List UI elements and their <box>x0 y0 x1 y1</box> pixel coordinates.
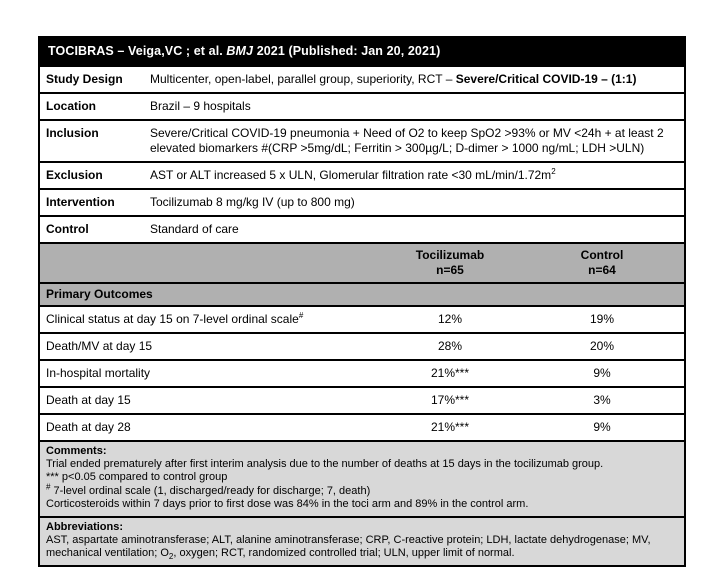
intervention-label: Intervention <box>46 194 115 209</box>
exclusion-superscript: 2 <box>551 166 556 176</box>
column-header-control <box>520 248 684 278</box>
abbreviations-text <box>46 534 676 561</box>
column-header-spacer <box>40 248 380 278</box>
comment-line-corticosteroids: Corticosteroids within 7 days prior to first dose was 84% in the toci arm and 89% in the control arm. <box>46 498 529 511</box>
row-intervention <box>40 188 684 215</box>
tocilizumab-value: 12% <box>437 311 463 326</box>
study-design-value <box>150 72 676 87</box>
outcome-row-inhospital-mortality <box>40 359 684 386</box>
control-label: Control <box>46 221 89 236</box>
comments-section <box>40 440 684 516</box>
location-value: Brazil – 9 hospitals <box>150 98 251 113</box>
abbreviations-text-part2: , oxygen; RCT, randomized controlled trial; ULN, upper limit of normal. <box>173 547 515 560</box>
comment-line-ordinal-scale <box>46 482 676 498</box>
location-label: Location <box>46 98 96 113</box>
control-arm-n: n=64 <box>588 262 616 277</box>
tocilizumab-value: 28% <box>437 338 463 353</box>
row-study-design <box>40 65 684 92</box>
comment-line-pvalue: *** p<0.05 compared to control group <box>46 471 228 484</box>
control-value: Standard of care <box>150 221 239 236</box>
inclusion-value: Severe/Critical COVID-19 pneumonia + Need of O2 to keep SpO2 >93% or MV <24h + at least 2 elevated biomarkers #(CRP >5mg/dL; Ferritin > 300µg/L; D-dimer > 1000 ng/mL; LDH >ULN) <box>150 125 664 155</box>
control-value: 19% <box>589 311 615 326</box>
study-title-date: 2021 (Published: Jan 20, 2021) <box>253 44 441 58</box>
comments-heading: Comments: <box>46 444 107 457</box>
outcome-label: Death at day 28 <box>46 419 131 434</box>
comment-line-ordinal-scale-text: 7-level ordinal scale (1, discharged/ready for discharge; 7, death) <box>50 484 371 497</box>
exclusion-value <box>150 168 676 183</box>
control-arm-name: Control <box>580 247 624 262</box>
row-inclusion <box>40 119 684 161</box>
outcome-label <box>40 312 380 327</box>
tocilizumab-value: 21%*** <box>430 365 470 380</box>
tocilizumab-arm-n: n=65 <box>436 262 464 277</box>
study-design-label: Study Design <box>46 71 123 86</box>
outcome-label: Death/MV at day 15 <box>46 338 153 353</box>
comment-superscript: # <box>46 482 51 492</box>
column-header-tocilizumab <box>380 248 520 278</box>
row-control <box>40 215 684 242</box>
study-design-value-bold: Severe/Critical COVID-19 – (1:1) <box>455 71 637 86</box>
control-value: 9% <box>593 419 611 434</box>
tocilizumab-arm-name: Tocilizumab <box>415 247 485 262</box>
outcome-row-death-day28 <box>40 413 684 440</box>
study-title-bar <box>40 38 684 65</box>
control-value: 9% <box>593 365 611 380</box>
outcome-row-death-mv-day15 <box>40 332 684 359</box>
primary-outcomes-header: Primary Outcomes <box>40 282 684 305</box>
tocilizumab-value: 17%*** <box>430 392 470 407</box>
abbreviations-section <box>40 516 684 565</box>
study-summary-table <box>38 36 686 567</box>
outcome-label: Death at day 15 <box>46 392 131 407</box>
row-location <box>40 92 684 119</box>
outcome-row-clinical-status <box>40 305 684 332</box>
control-value: 20% <box>589 338 615 353</box>
study-design-value-text: Multicenter, open-label, parallel group, superiority, RCT – <box>150 71 456 86</box>
tocilizumab-value: 21%*** <box>430 419 470 434</box>
intervention-value: Tocilizumab 8 mg/kg IV (up to 800 mg) <box>150 194 355 209</box>
outcome-label-superscript: # <box>298 310 304 320</box>
abbreviations-text-part1: AST, aspartate aminotransferase; ALT, alanine aminotransferase; CRP, C-reactive protein; LDH, lactate dehydrogenase; MV, mechanical ventilation; O <box>46 534 651 560</box>
control-value: 3% <box>593 392 611 407</box>
abbreviations-heading: Abbreviations: <box>46 520 124 533</box>
inclusion-label: Inclusion <box>46 125 99 140</box>
outcome-row-death-day15 <box>40 386 684 413</box>
row-exclusion <box>40 161 684 188</box>
outcome-label-text: Clinical status at day 15 on 7-level ordinal scale <box>46 311 299 326</box>
exclusion-label: Exclusion <box>46 167 103 182</box>
journal-name: BMJ <box>226 44 254 58</box>
study-title-text: TOCIBRAS – Veiga,VC ; et al. <box>48 44 227 58</box>
comment-line-trial-ended: Trial ended prematurely after first interim analysis due to the number of deaths at 15 days in the tocilizumab group. <box>46 458 604 471</box>
oxygen-subscript: 2 <box>168 552 174 562</box>
outcome-label: In-hospital mortality <box>46 365 151 380</box>
exclusion-value-text: AST or ALT increased 5 x ULN, Glomerular filtration rate <30 mL/min/1.72m <box>150 167 552 182</box>
results-column-header <box>40 242 684 282</box>
